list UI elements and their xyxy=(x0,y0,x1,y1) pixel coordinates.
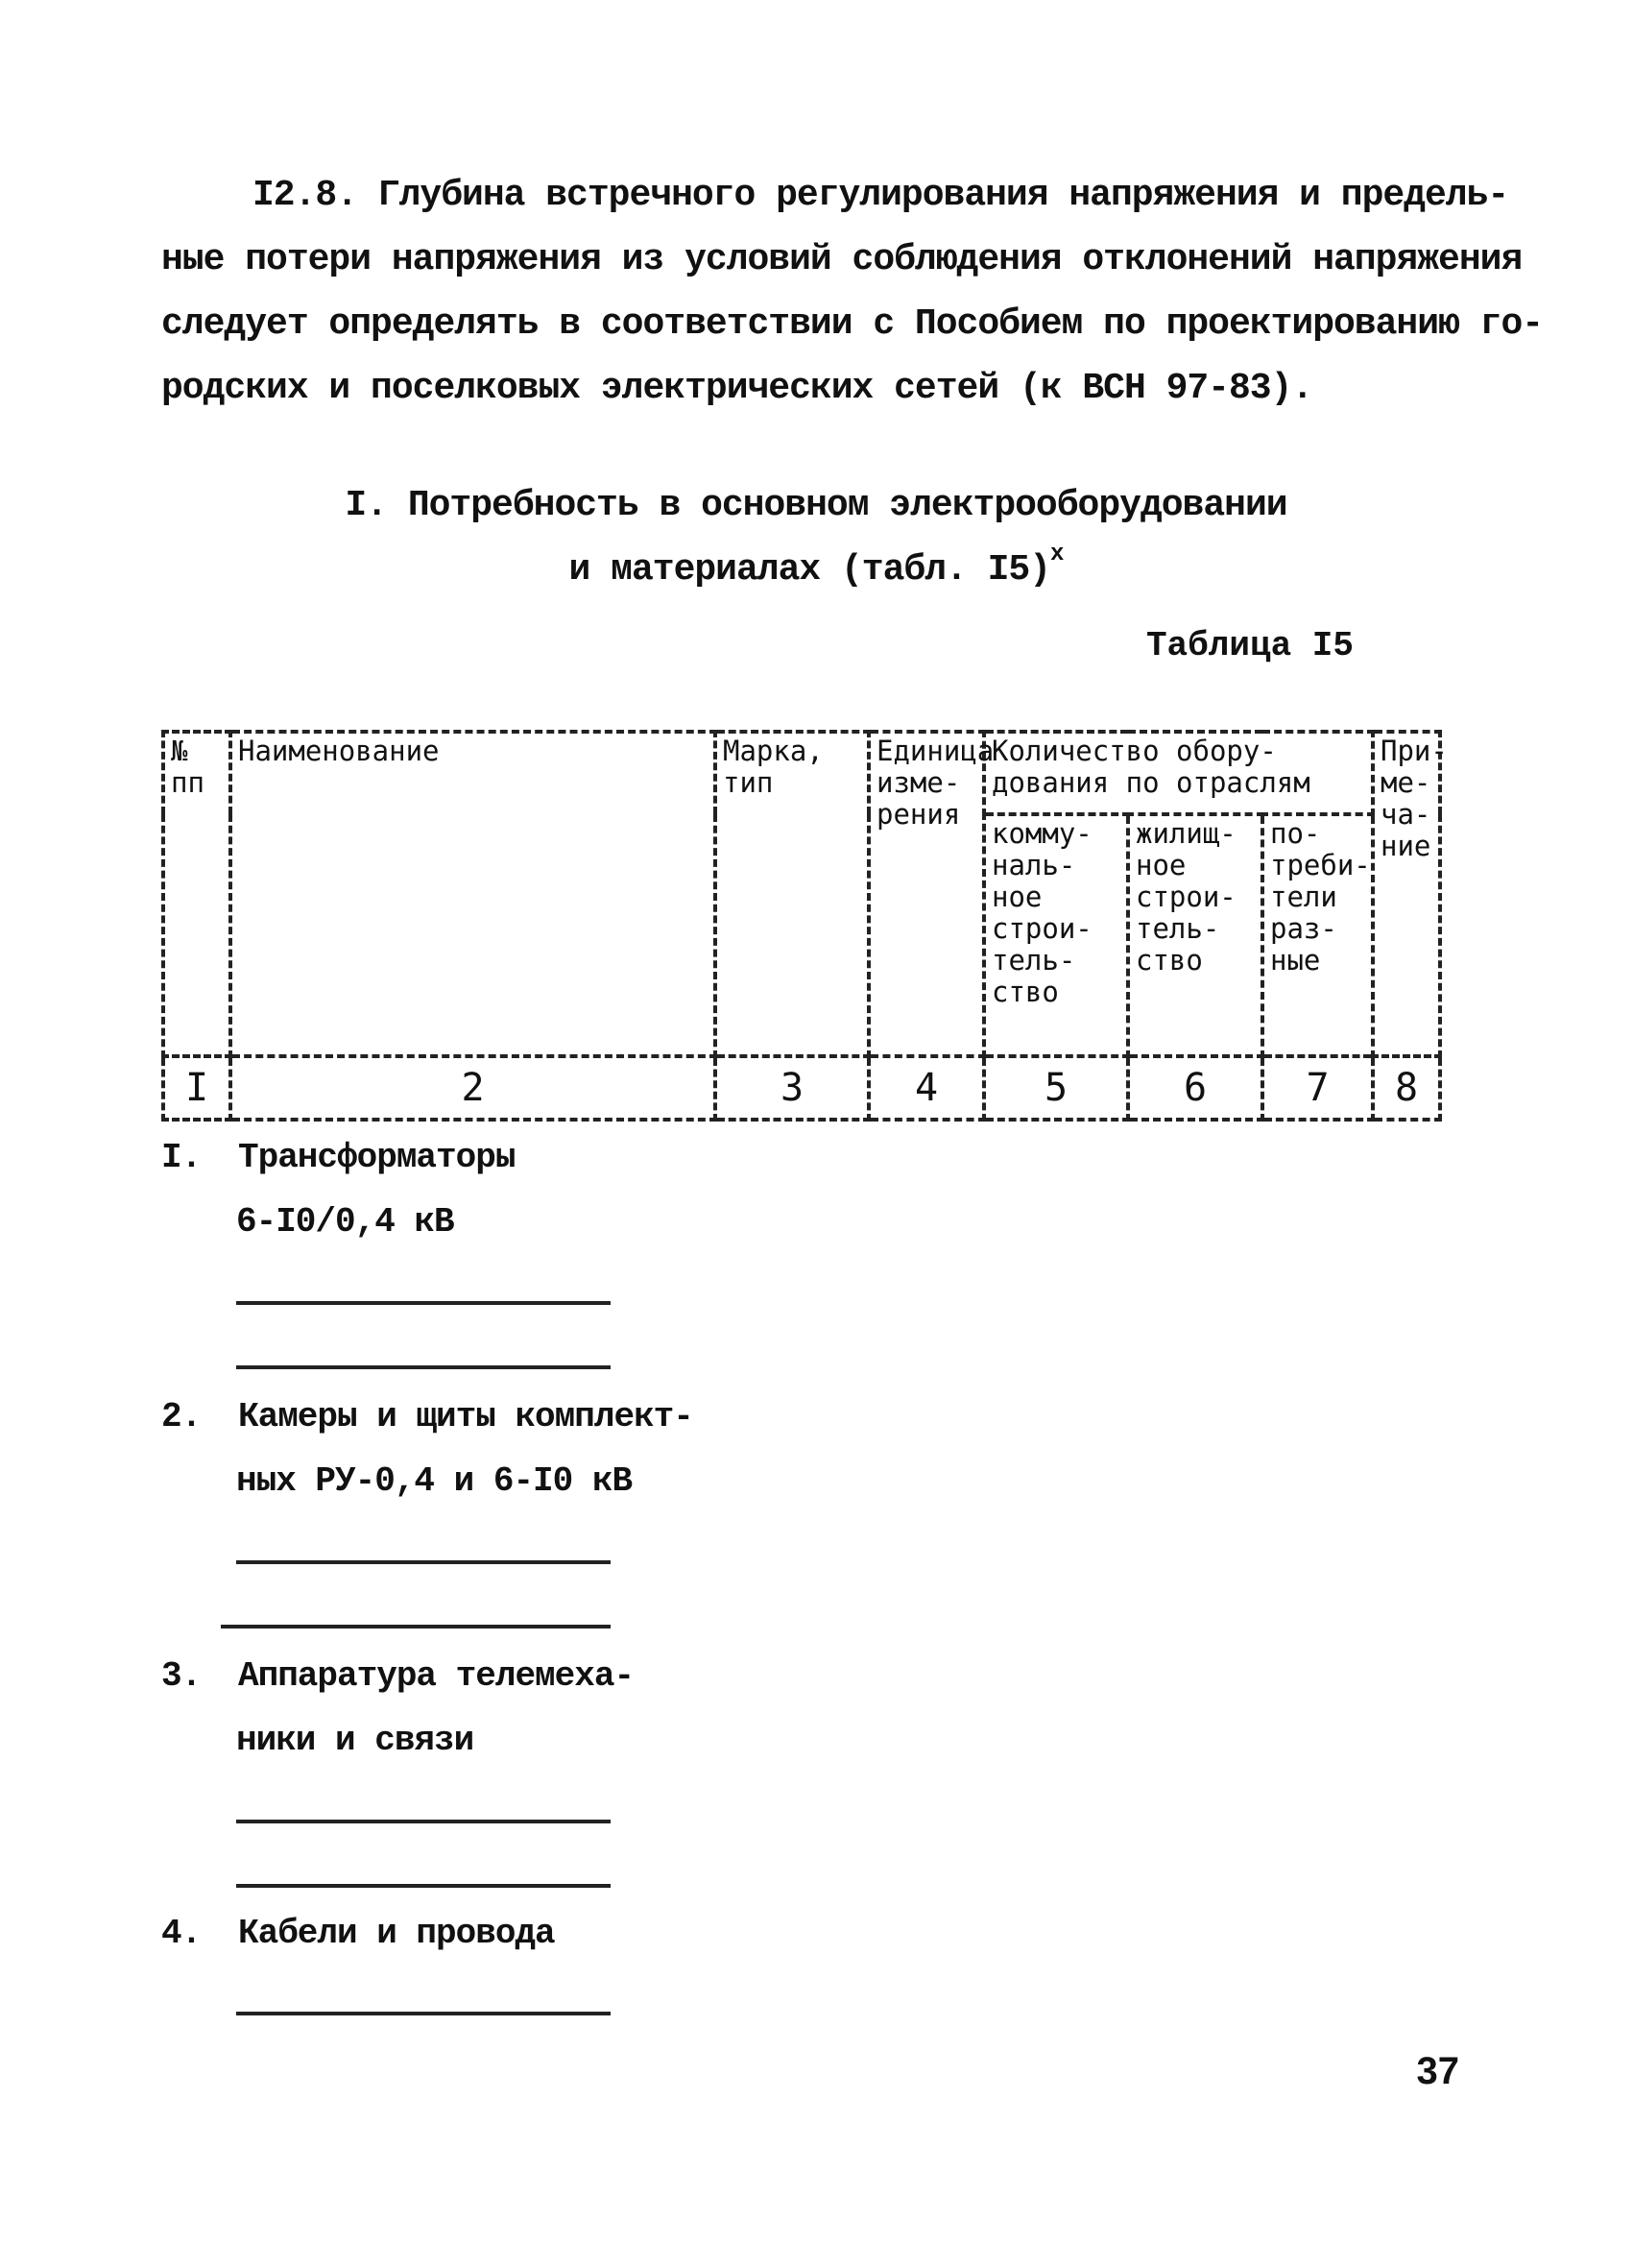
list-item xyxy=(161,1397,693,1436)
blank-line xyxy=(236,2012,611,2015)
blank-line xyxy=(236,1884,611,1888)
column-number: 4 xyxy=(869,1056,984,1120)
section-heading-line2 xyxy=(163,542,1469,591)
column-number: 3 xyxy=(715,1056,869,1120)
paragraph-line: родских и поселковых электрических сетей (к ВСН 97-83). xyxy=(161,368,1313,409)
list-item xyxy=(161,1138,515,1177)
table-header-row xyxy=(163,732,1440,814)
blank-line xyxy=(236,1365,611,1369)
item-name: Трансформаторы xyxy=(238,1138,516,1177)
blank-line xyxy=(236,1560,611,1564)
col-header-consumers: по- треби- тели раз- ные xyxy=(1262,814,1373,1056)
column-number: 8 xyxy=(1373,1056,1440,1120)
col-header-housing: жилищ- ное строи- тель- ство xyxy=(1128,814,1262,1056)
item-name-cont: ных РУ-0,4 и 6-I0 кВ xyxy=(236,1461,633,1501)
column-number-row xyxy=(163,1056,1440,1120)
section-heading-line1: I. Потребность в основном электрооборудовании xyxy=(345,485,1287,526)
item-number: 4. xyxy=(161,1914,202,1953)
item-name: Кабели и провода xyxy=(238,1914,555,1953)
item-name-cont: 6-I0/0,4 кВ xyxy=(236,1202,454,1242)
paragraph-12-8 xyxy=(161,163,1544,421)
section-heading-text: и материалах (табл. I5) xyxy=(568,549,1051,591)
page-number: 37 xyxy=(1416,2050,1459,2092)
col-header-note: При- ме- ча- ние xyxy=(1373,732,1440,1056)
paragraph-line: ные потери напряжения из условий соблюдения отклонений напряжения xyxy=(161,239,1523,280)
equipment-table xyxy=(161,730,1448,1122)
paragraph-line: следует определять в соответствии с Пособием по проектированию го- xyxy=(161,303,1544,345)
blank-line xyxy=(236,1820,611,1823)
col-header-name: Наименование xyxy=(230,732,715,1056)
list-item xyxy=(161,1914,555,1953)
col-header-brand: Марка, тип xyxy=(715,732,869,1056)
col-header-unit: Единица изме- рения xyxy=(869,732,984,1056)
col-header-number: № пп xyxy=(163,732,230,1056)
column-number: 5 xyxy=(984,1056,1128,1120)
paragraph-line: I2.8. Глубина встречного регулирования напряжения и предель- xyxy=(252,175,1509,216)
column-number: 2 xyxy=(230,1056,715,1120)
list-item xyxy=(161,1656,634,1696)
column-number: 7 xyxy=(1262,1056,1373,1120)
col-header-quantity-group: Количество обору- дования по отраслям xyxy=(984,732,1373,814)
item-name-cont: ники и связи xyxy=(236,1721,474,1760)
item-number: 2. xyxy=(161,1397,202,1436)
blank-line xyxy=(221,1625,611,1629)
blank-line xyxy=(236,1301,611,1305)
column-number: I xyxy=(163,1056,230,1120)
column-number: 6 xyxy=(1128,1056,1262,1120)
col-header-communal: комму- наль- ное строи- тель- ство xyxy=(984,814,1128,1056)
item-number: I. xyxy=(161,1138,202,1177)
table-caption: Таблица I5 xyxy=(1145,626,1354,665)
item-name: Аппаратура телемеха- xyxy=(238,1656,635,1696)
item-number: 3. xyxy=(161,1656,202,1696)
item-name: Камеры и щиты комплект- xyxy=(238,1397,693,1436)
footnote-mark: x xyxy=(1050,542,1064,567)
